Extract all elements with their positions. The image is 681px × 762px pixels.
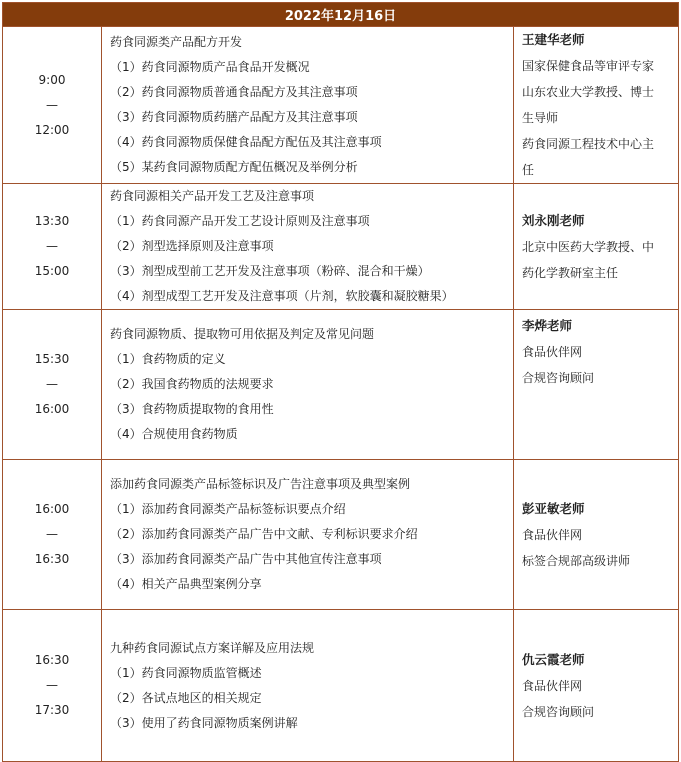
time-end: 16:30 — [34, 552, 70, 566]
session-speaker — [514, 310, 679, 460]
topic-item: （3）剂型成型前工艺开发及注意事项（粉碎、混合和干燥） — [110, 264, 430, 278]
session-time — [3, 184, 102, 310]
topic-item: （2）剂型选择原则及注意事项 — [110, 239, 274, 253]
session-time — [3, 310, 102, 460]
session-topic — [102, 310, 514, 460]
session-topic — [102, 184, 514, 310]
speaker-name: 仇云霞老师 — [522, 651, 585, 667]
speaker-line: 药化学教研室主任 — [522, 265, 619, 280]
topic-item: （2）我国食药物质的法规要求 — [110, 377, 274, 391]
topic-item: （4）合规使用食药物质 — [110, 427, 238, 441]
session-time — [3, 460, 102, 610]
topic-item: （1）药食同源产品开发工艺设计原则及注意事项 — [110, 214, 370, 228]
topic-item: （4）剂型成型工艺开发及注意事项（片剂，软胶囊和凝胶糖果） — [110, 289, 454, 303]
session-row — [3, 184, 679, 310]
time-end: 12:00 — [34, 122, 70, 137]
speaker-name: 刘永刚老师 — [522, 212, 585, 228]
session-time — [3, 27, 102, 184]
speaker-name: 彭亚敏老师 — [522, 500, 585, 516]
topic-item: （3）食药物质提取物的食用性 — [110, 402, 274, 416]
topic-item: （1）食药物质的定义 — [110, 352, 226, 366]
date-header-row — [3, 3, 679, 27]
topic-title: 药食同源类产品配方开发 — [110, 35, 243, 49]
topic-item: （1）药食同源物质监管概述 — [110, 665, 262, 680]
time-start: 16:00 — [34, 502, 70, 516]
session-speaker — [514, 27, 679, 184]
time-start: 16:30 — [34, 653, 70, 667]
time-start: 13:30 — [34, 214, 70, 228]
time-dash: — — [46, 97, 58, 112]
session-row — [3, 460, 679, 610]
topic-item: （3）使用了药食同源物质案例讲解 — [110, 715, 298, 730]
topic-item: （4）药食同源物质保健食品配方配伍及其注意事项 — [110, 135, 382, 149]
session-topic — [102, 460, 514, 610]
speaker-line: 山东农业大学教授、博士 — [522, 85, 655, 99]
time-dash: — — [46, 527, 58, 541]
speaker-line: 北京中医药大学教授、中 — [522, 239, 655, 254]
topic-title: 药食同源物质、提取物可用依据及判定及常见问题 — [110, 327, 375, 341]
topic-item: （3）添加药食同源类产品广告中其他宣传注意事项 — [110, 552, 382, 566]
schedule-table — [2, 2, 679, 762]
session-topic — [102, 27, 514, 184]
session-speaker — [514, 610, 679, 762]
speaker-line: 药食同源工程技术中心主 — [522, 137, 655, 151]
topic-item: （1）药食同源物质产品食品开发概况 — [110, 60, 310, 74]
speaker-line: 合规咨询顾问 — [522, 704, 595, 719]
session-row — [3, 310, 679, 460]
speaker-line: 任 — [522, 163, 535, 177]
time-dash: — — [46, 377, 58, 391]
time-dash: — — [46, 678, 58, 692]
date-header: 2022年12月16日 — [3, 3, 679, 27]
time-dash: — — [46, 239, 58, 253]
speaker-line: 标签合规部高级讲师 — [522, 553, 631, 568]
time-end: 17:30 — [34, 703, 70, 717]
speaker-line: 食品伙伴网 — [522, 678, 583, 693]
time-end: 15:00 — [34, 264, 70, 278]
topic-title: 九种药食同源试点方案详解及应用法规 — [110, 640, 315, 655]
session-speaker — [514, 460, 679, 610]
session-row — [3, 610, 679, 762]
time-start: 15:30 — [34, 352, 70, 366]
topic-item: （4）相关产品典型案例分享 — [110, 577, 262, 591]
topic-item: （2）各试点地区的相关规定 — [110, 690, 262, 705]
speaker-line: 食品伙伴网 — [522, 345, 583, 359]
time-start: 9:00 — [38, 72, 66, 87]
topic-title: 药食同源相关产品开发工艺及注意事项 — [110, 189, 315, 203]
topic-item: （5）某药食同源物质配方配伍概况及举例分析 — [110, 160, 358, 174]
topic-item: （1）添加药食同源类产品标签标识要点介绍 — [110, 502, 346, 516]
topic-item: （2）添加药食同源类产品广告中文献、专利标识要求介绍 — [110, 527, 418, 541]
speaker-line: 生导师 — [522, 111, 559, 125]
speaker-name: 李烨老师 — [522, 318, 573, 333]
topic-title: 添加药食同源类产品标签标识及广告注意事项及典型案例 — [110, 477, 411, 491]
session-row — [3, 27, 679, 184]
session-topic — [102, 610, 514, 762]
time-end: 16:00 — [34, 402, 70, 416]
speaker-line: 食品伙伴网 — [522, 527, 583, 542]
topic-item: （3）药食同源物质药膳产品配方及其注意事项 — [110, 110, 358, 124]
topic-item: （2）药食同源物质普通食品配方及其注意事项 — [110, 85, 358, 99]
speaker-line: 合规咨询顾问 — [522, 371, 595, 385]
session-speaker — [514, 184, 679, 310]
speaker-name: 王建华老师 — [522, 32, 585, 47]
session-time — [3, 610, 102, 762]
speaker-line: 国家保健食品等审评专家 — [522, 59, 655, 73]
